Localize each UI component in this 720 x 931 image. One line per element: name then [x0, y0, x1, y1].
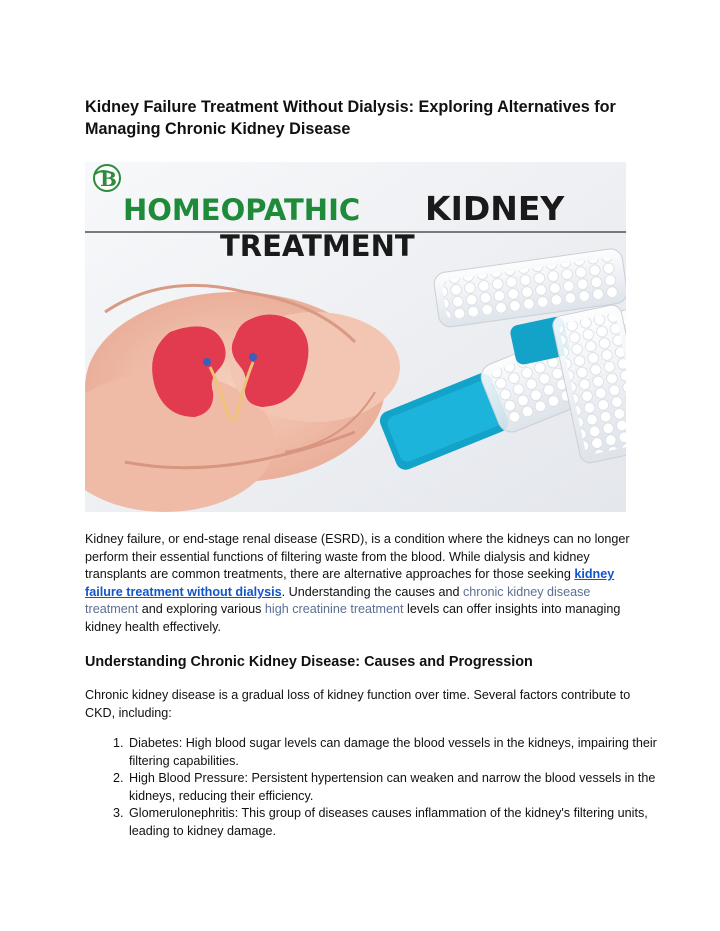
hero-line1-green: HOMEOPATHIC — [123, 193, 361, 227]
intro-text-1: Kidney failure, or end-stage renal disease (ESRD), is a condition where the kidneys can no longer perform their essential functions of filtering waste from the blood. While dialysis and kidney transplants are common treatments, there are alternative approaches for those seeking — [85, 532, 630, 582]
list-item: 2. High Blood Pressure: Persistent hypertension can weaken and narrow the blood vessels in the kidneys, reducing their efficiency. — [127, 770, 687, 805]
causes-list — [85, 735, 687, 841]
link-high-creatinine-treatment[interactable]: high creatinine treatment — [264, 602, 404, 617]
document-title: Kidney Failure Treatment Without Dialysis: Exploring Alternatives for Managing Chronic Kidney Disease — [85, 98, 616, 138]
section-paragraph: Chronic kidney disease is a gradual loss of kidney function over time. Several factors contribute to CKD, including: — [85, 688, 631, 720]
intro-text-3: and exploring various — [138, 602, 265, 617]
intro-paragraph — [85, 531, 645, 637]
hero-image — [85, 162, 626, 512]
intro-text-4: levels can offer insights into managing kidney health effectively. — [85, 602, 621, 634]
hero-line1-dark: KIDNEY — [425, 189, 565, 228]
list-item: 3. Glomerulonephritis: This group of diseases causes inflammation of the kidney's filtering units, leading to kidney damage. — [127, 805, 687, 840]
hero-line2: TREATMENT — [220, 229, 415, 263]
brand-logo — [94, 165, 120, 191]
logo-letter: B — [100, 167, 117, 191]
list-item: 1. Diabetes: High blood sugar levels can damage the blood vessels in the kidneys, impairing their filtering capabilities. — [127, 735, 687, 770]
intro-text-2: . Understanding the causes and — [281, 584, 463, 599]
link-chronic-kidney-disease-treatment[interactable]: chronic kidney disease treatment — [85, 584, 591, 617]
section-heading: Understanding Chronic Kidney Disease: Causes and Progression — [85, 654, 533, 670]
link-kidney-failure-treatment[interactable]: kidney failure treatment without dialysis — [85, 567, 615, 599]
